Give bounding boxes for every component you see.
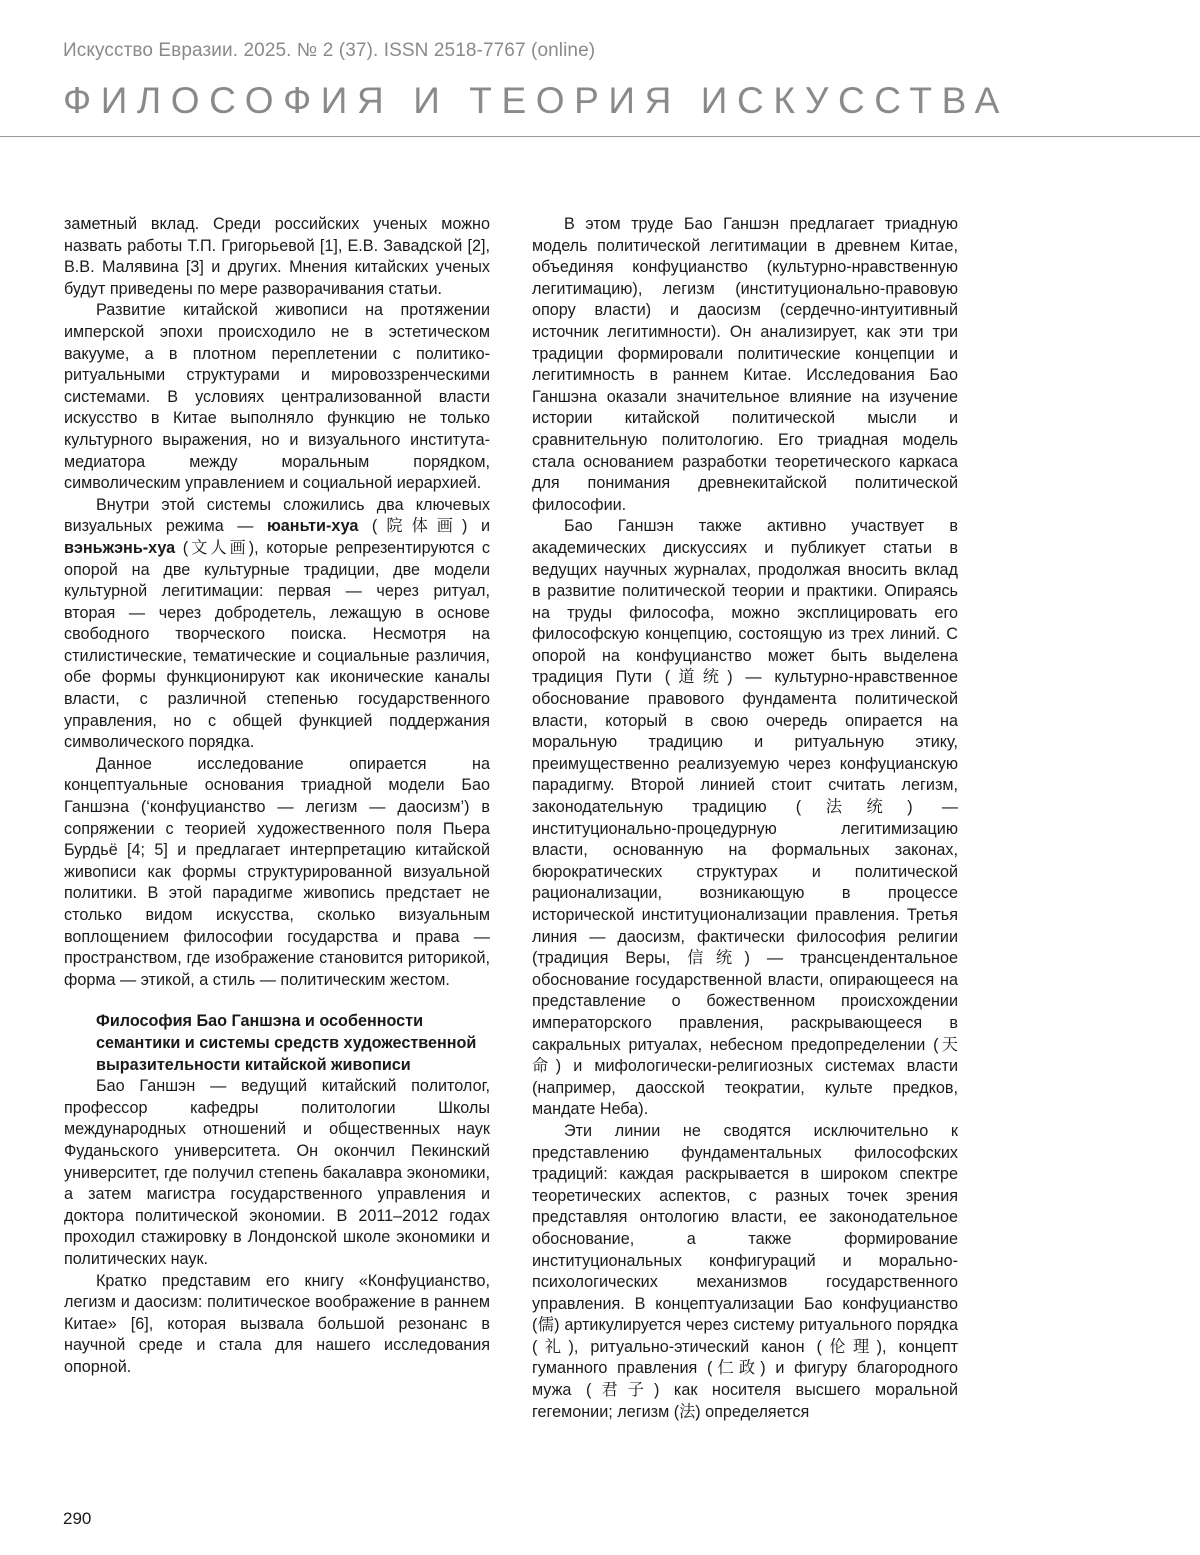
- paragraph: Кратко представим его книгу «Конфуцианство, легизм и даосизм: политическое воображение в раннем Китае» [6], которая вызвала большой резонанс в научной среде и стала для нашего исследования опорной.: [64, 1271, 490, 1376]
- paragraph: Эти линии не сводятся исключительно к представлению фундаментальных философских традиций: каждая раскрывается в широком спектре теоретических аспектов, с разных точек зрения представляя онтологию власти, ее законодательное обоснование, а также формирование институциональных конфигураций и морально-психологических механизмов государственного управления. В концептуализации Бао конфуцианство (儒) артикулируется через систему ритуального порядка (礼), ритуально-этический канон (伦理), концепт гуманного правления (仁政) и фигуру благородного мужа (君子) как носителя высшего моральной гегемонии; легизм (法) определяется: [532, 1121, 958, 1421]
- paragraph: Развитие китайской живописи на протяжении имперской эпохи происходило не в эстетическом вакууме, а в плотном переплетении с политико-ритуальными структурами и мировоззренческими системами. В условиях централизованной власти искусство в Китае выполняло функцию не только культурного выражения, но и визуального института-медиатора между моральным порядком, символическим управлением и социальной иерархией.: [64, 301, 490, 493]
- journal-citation: Искусство Евразии. 2025. № 2 (37). ISSN 2518-7767 (online): [63, 40, 596, 61]
- paragraph: Данное исследование опирается на концептуальные основания триадной модели Бао Ганшэна (‘конфуцианство — легизм — даосизм’) в сопряжении с теорией художественного поля Пьера Бурдьё [4; 5] и предлагает интерпретацию китайской живописи как формы структурированной визуальной политики. В этой парадигме живопись предстает не столько видом искусства, сколько визуальным воплощением философии государства и права — пространством, где изображение становится риторикой, форма — этикой, а стиль — политическим жестом.: [64, 754, 490, 989]
- right-column: [532, 214, 958, 1423]
- paragraph-text: (文人画), которые репрезентируются с опорой на две культурные традиции, две модели культурной легитимации: первая — через ритуал, вторая — через добродетель, лежащую в основе свободного творческого поиска. Несмотря на стилистические, тематические и социальные различия, обе формы функционируют как иконические каналы власти, с различной степенью государственного управления, но с общей функцией поддержания символического порядка.: [64, 538, 490, 752]
- paragraph: [64, 495, 490, 754]
- paragraph-text: Внутри этой системы сложились два ключевых визуальных режима —: [64, 495, 490, 536]
- paragraph: заметный вклад. Среди российских ученых можно назвать работы Т.П. Григорьевой [1], Е.В. Завадской [2], В.В. Малявина [3] и других. Мнения китайских ученых будут приведены по мере разворачивания статьи.: [64, 215, 490, 298]
- section-title: ФИЛОСОФИЯ И ТЕОРИЯ ИСКУССТВА: [63, 80, 1009, 121]
- section-heading: Философия Бао Ганшэна и особенности семантики и системы средств художественной выразительности китайской живописи: [96, 1012, 477, 1074]
- left-column: [64, 214, 490, 1378]
- paragraph: Бао Ганшэн также активно участвует в академических дискуссиях и публикует статьи в ведущих научных журналах, продолжая вносить вклад в развитие политической теории и практики. Опираясь на труды философа, можно эксплицировать его философскую концепцию, состоящую из трех линий. С опорой на конфуцианство может быть выделена традиция Пути (道统) — культурно-нравственное обоснование правового фундамента политической власти, который в свою очередь опирается на моральную традицию и ритуальную этику, преимущественно реализуемую через конфуцианскую парадигму. Второй линией стоит считать легизм, законодательную традицию (法统) — институционально-процедурную легитимизацию власти, основанную на формальных законах, бюрократических структурах и политической рационализации, возникающую в процессе исторической институционализации правления. Третья линия — даосизм, фактически философия религии (традиция Веры, 信统) — трансцендентальное обоснование государственной власти, опирающееся на представление о божественном происхождении императорского правления, раскрывающееся в сакральных ритуалах, небесном предопределении (天命) и мифологически-религиозных системах власти (например, даосской теократии, культе предков, мандате Неба).: [532, 517, 958, 1119]
- paragraph: Бао Ганшэн — ведущий китайский политолог, профессор кафедры политологии Школы международных отношений и общественных наук Фуданьского университета. Он окончил Пекинский университет, где получил степень бакалавра экономики, а затем магистра государственного управления и доктора политической экономии. В 2011–2012 годах проходил стажировку в Лондонской школе экономики и политических наук.: [64, 1077, 490, 1268]
- paragraph-text: (院体画) и: [358, 517, 490, 536]
- term-wenren-hua: вэньжэнь-хуа: [64, 538, 176, 557]
- page-number: 290: [63, 1509, 92, 1528]
- term-yuanti-hua: юаньти-хуа: [266, 517, 359, 536]
- header-divider: [0, 136, 1200, 137]
- paragraph: В этом труде Бао Ганшэн предлагает триадную модель политической легитимации в древнем Китае, объединяя конфуцианство (культурно-нравственную легитимацию), легизм (институционально-правовую опору власти) и даосизм (сердечно-интуитивный источник легитимности). Он анализирует, как эти три традиции формировали политические концепции и легитимность в раннем Китае. Исследования Бао Ганшэна оказали значительное влияние на изучение истории китайской политической мысли и сравнительную политологию. Его триадная модель стала основанием разработки теоретического каркаса для понимания древнекитайской политической философии.: [532, 215, 958, 514]
